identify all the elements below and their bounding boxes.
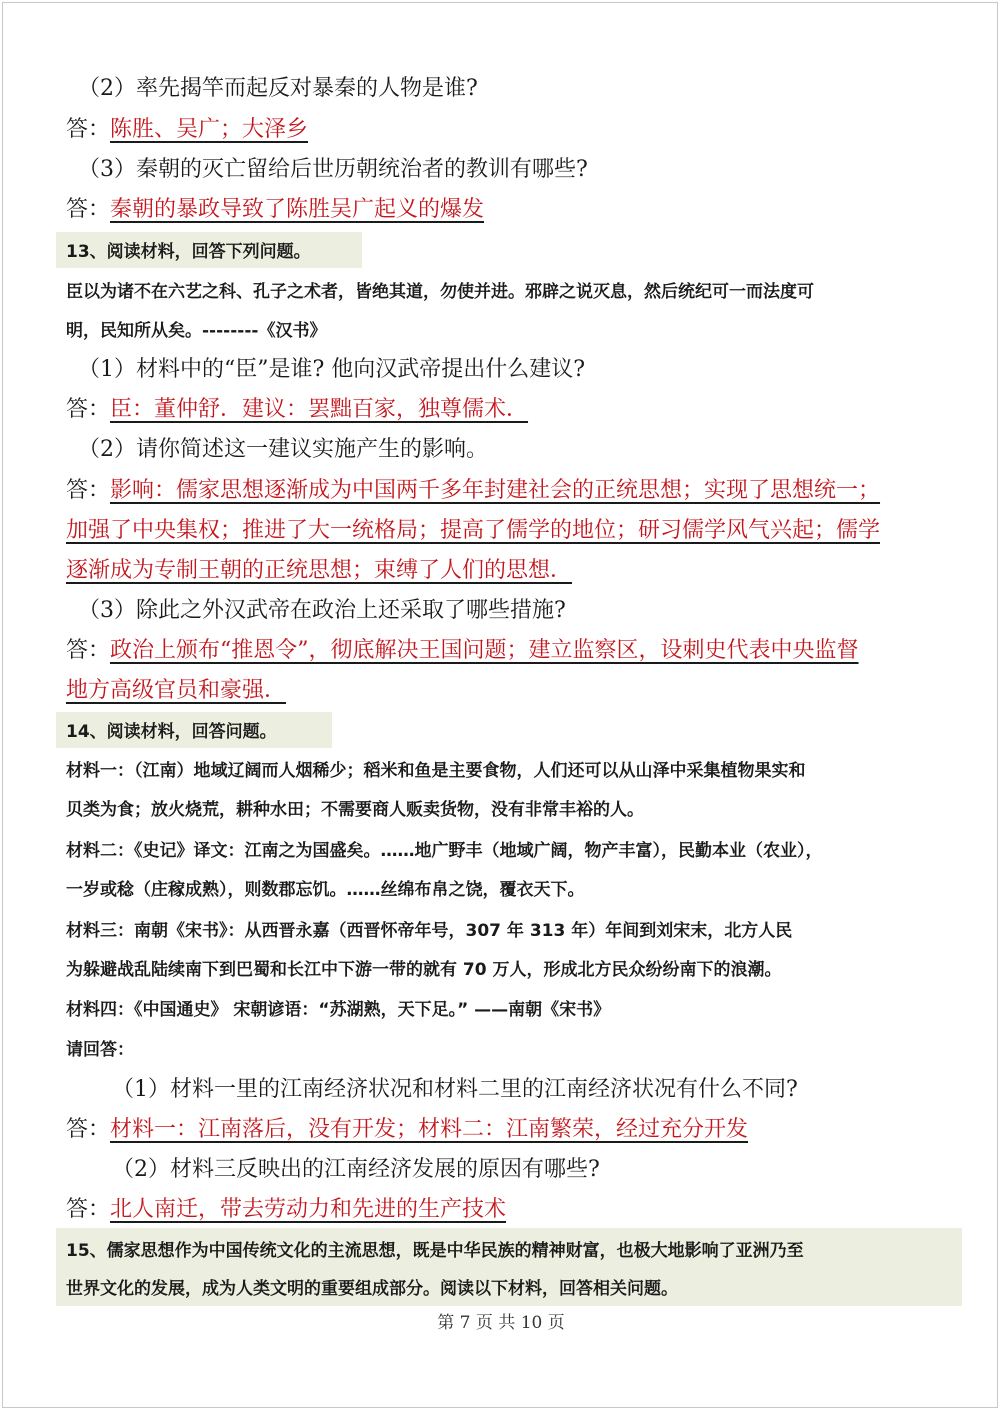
material-13-line2: 明，民知所从矣。--------《汉书》 (66, 321, 327, 341)
answer-13-3-line1 (66, 636, 859, 666)
answer-label: 答： (66, 1117, 111, 1142)
answer-13-2-line2 (66, 516, 880, 546)
answer-text: 政治上颁布“推恩令”，彻底解决王国问题；建立监察区，设刺史代表中央监督 (110, 638, 859, 663)
answer-label: 答： (66, 478, 111, 503)
answer-13-1 (66, 395, 528, 425)
page-footer: 第 7 页 共 10 页 (437, 1313, 565, 1333)
answer-14-2 (66, 1195, 506, 1225)
material-14-4: 材料四：《中国通史》 宋朝谚语：“苏湖熟，天下足。” ——南朝《宋书》 (66, 1000, 611, 1020)
answer-14-1 (66, 1115, 748, 1145)
answer-label: 答： (66, 197, 111, 222)
material-14-1-line2: 贝类为食；放火烧荒，耕种水田；不需要商人贩卖货物，没有非常丰裕的人。 (66, 800, 644, 820)
material-14-2-line2: 一岁或稔（庄稼成熟），则数郡忘饥。……丝绵布帛之饶，覆衣天下。 (66, 880, 585, 900)
answer-text: 材料一：江南落后，没有开发；材料二：江南繁荣，经过充分开发 (110, 1117, 749, 1142)
question-13-heading: 13、阅读材料，回答下列问题。 (66, 242, 311, 262)
material-14-2-line1: 材料二：《史记》译文：江南之为国盛矣。……地广野丰（地域广阔，物产丰富），民勤本业（农业）， (66, 841, 823, 861)
question-13-3: （3）除此之外汉武帝在政治上还采取了哪些措施? (78, 598, 566, 623)
answer-2 (66, 115, 308, 145)
question-15-heading-line1: 15、儒家思想作为中国传统文化的主流思想，既是中华民族的精神财富，也极大地影响了亚洲乃至 (66, 1241, 804, 1261)
answer-13-3-line2 (66, 676, 286, 706)
material-14-3-line2: 为躲避战乱陆续南下到巴蜀和长江中下游一带的就有 70 万人，形成北方民众纷纷南下的浪潮。 (66, 960, 782, 980)
answer-label: 答： (66, 117, 111, 142)
answer-label: 答： (66, 638, 111, 663)
answer-text: 加强了中央集权；推进了大一统格局；提高了儒学的地位；研习儒学风气兴起；儒学 (66, 518, 881, 543)
question-14-heading: 14、阅读材料，回答问题。 (66, 722, 277, 742)
answer-text: 地方高级官员和豪强． (66, 678, 287, 703)
please-answer: 请回答： (66, 1040, 134, 1060)
question-14-2: （2）材料三反映出的江南经济发展的原因有哪些? (112, 1157, 600, 1182)
answer-13-2-line1 (66, 476, 880, 506)
material-13-line1: 臣以为诸不在六艺之科、孔子之术者，皆绝其道，勿使并进。邪辟之说灭息，然后统纪可一而法度可 (66, 282, 814, 302)
answer-text: 秦朝的暴政导致了陈胜吴广起义的爆发 (110, 197, 485, 222)
answer-13-2-line3 (66, 556, 572, 586)
answer-text: 臣：董仲舒．建议：罢黜百家，独尊儒术． (110, 397, 529, 422)
question-3: （3）秦朝的灭亡留给后世历朝统治者的教训有哪些? (78, 157, 588, 182)
question-15-heading-line2: 世界文化的发展，成为人类文明的重要组成部分。阅读以下材料，回答相关问题。 (66, 1279, 678, 1299)
answer-text: 北人南迁，带去劳动力和先进的生产技术 (110, 1197, 507, 1222)
answer-text: 陈胜、吴广；大泽乡 (110, 117, 309, 142)
answer-text: 影响：儒家思想逐渐成为中国两千多年封建社会的正统思想；实现了思想统一； (110, 478, 881, 503)
answer-label: 答： (66, 1197, 111, 1222)
question-2: （2）率先揭竿而起反对暴秦的人物是谁? (78, 76, 478, 101)
material-14-1-line1: 材料一：（江南）地域辽阔而人烟稀少；稻米和鱼是主要食物，人们还可以从山泽中采集植物果实和 (66, 761, 806, 781)
question-13-2: （2）请你简述这一建议实施产生的影响。 (78, 437, 488, 462)
question-14-1: （1）材料一里的江南经济状况和材料二里的江南经济状况有什么不同? (112, 1077, 798, 1102)
answer-label: 答： (66, 397, 111, 422)
answer-3 (66, 195, 484, 225)
material-14-3-line1: 材料三：南朝《宋书》：从西晋永嘉（西晋怀帝年号，307 年 313 年）年间到刘宋末，北方人民 (66, 921, 793, 941)
answer-text: 逐渐成为专制王朝的正统思想；束缚了人们的思想． (66, 558, 573, 583)
question-13-1: （1）材料中的“臣”是谁? 他向汉武帝提出什么建议? (78, 357, 586, 382)
